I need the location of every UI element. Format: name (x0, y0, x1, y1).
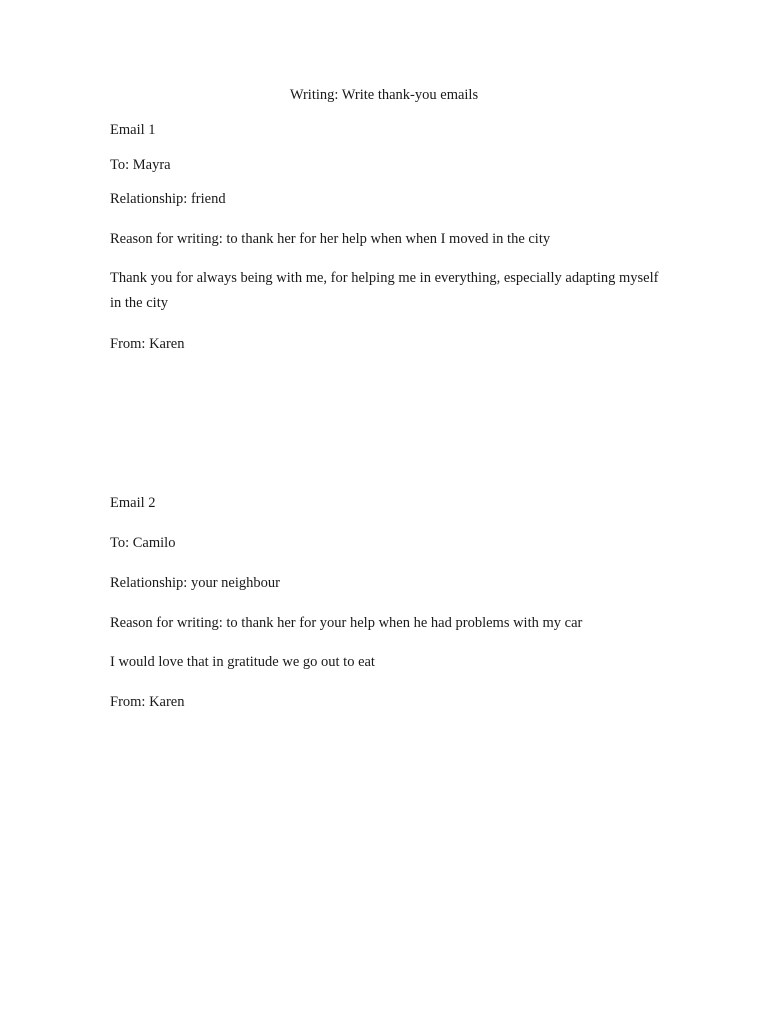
email-2-from: From: Karen (110, 694, 185, 710)
email-2-to: To: Camilo (110, 535, 176, 551)
email-2-reason: Reason for writing: to thank her for your help when he had problems with my car (110, 615, 583, 631)
document-title: Writing: Write thank-you emails (289, 87, 479, 103)
email-2-message: I would love that in gratitude we go out to eat (110, 654, 375, 670)
email-2-heading: Email 2 (110, 495, 156, 511)
email-1-message: Thank you for always being with me, for helping me in everything, especially adapting myself in the city (110, 270, 659, 311)
email-1-relationship: Relationship: friend (110, 191, 226, 207)
email-1-from: From: Karen (110, 336, 185, 352)
email-1-to: To: Mayra (110, 157, 171, 173)
email-2-relationship: Relationship: your neighbour (110, 575, 280, 591)
email-1-reason: Reason for writing: to thank her for her help when when I moved in the city (110, 231, 551, 247)
email-1-heading: Email 1 (110, 122, 156, 138)
